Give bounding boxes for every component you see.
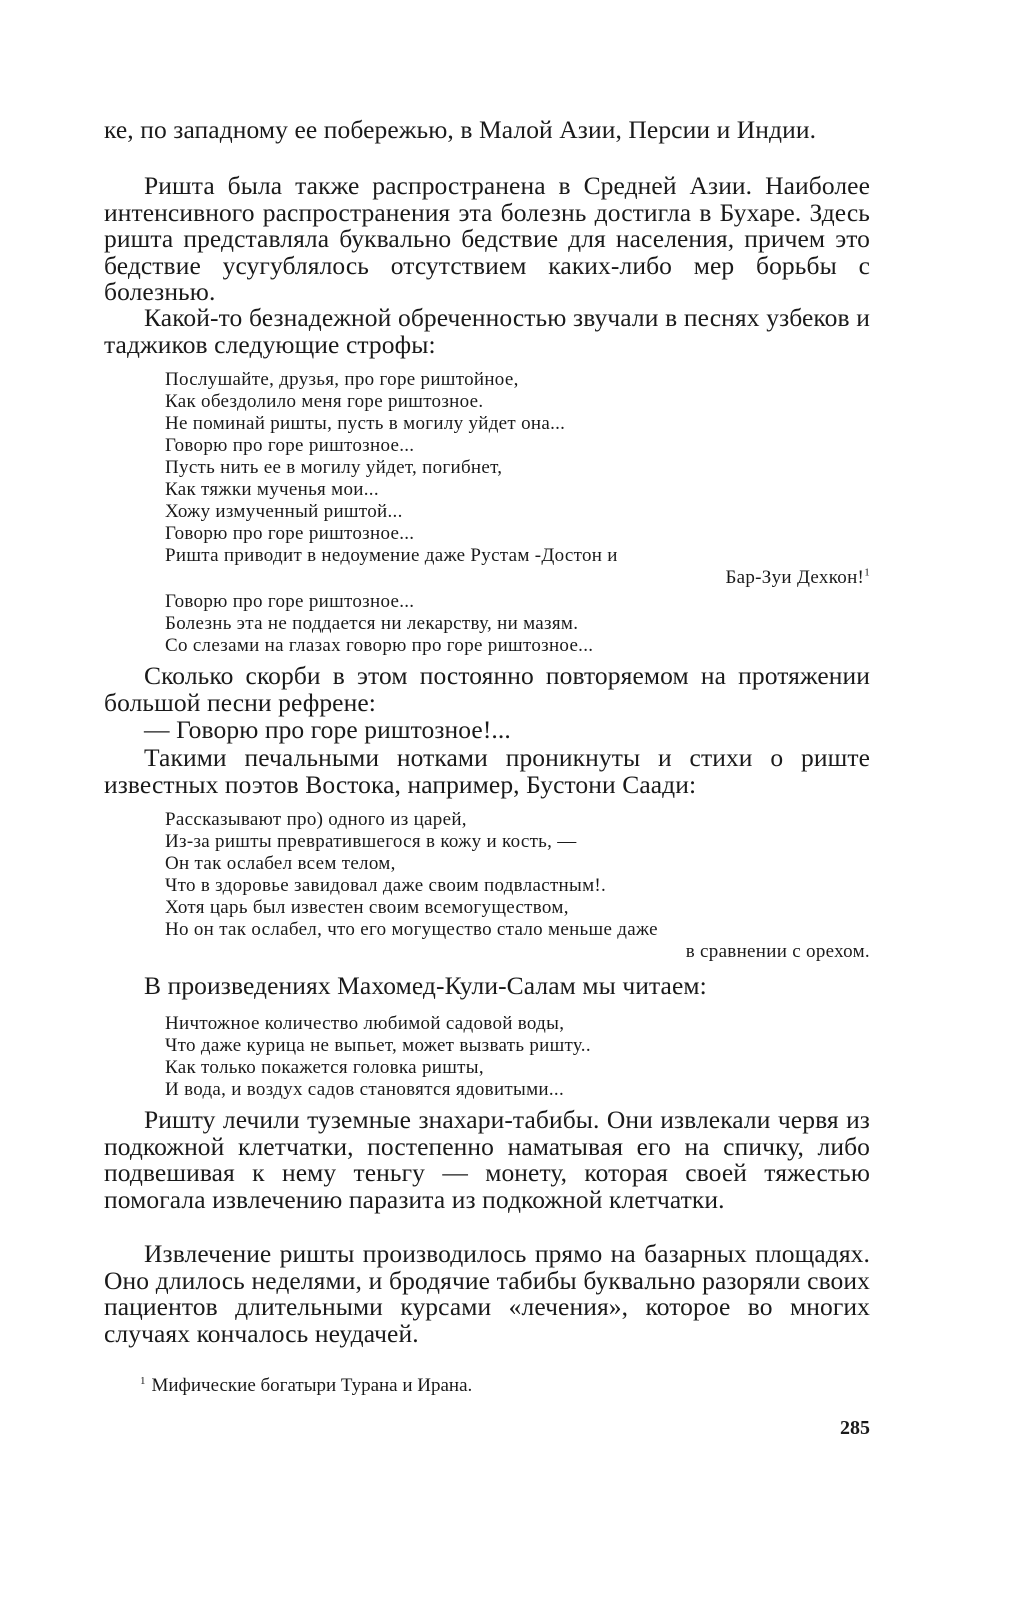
- footnote: [140, 1375, 472, 1397]
- paragraph-treatment: Ришту лечили туземные знахари-табибы. Они извлекали червя из подкожной клетчатки, постепенно наматывая его на спичку, либо подвешивая к нему теньгу — монету, которая своей тяжестью помогала извлечению паразита из подкожной клетчатки.: [104, 1105, 870, 1214]
- verse-makhomed: [165, 1013, 870, 1101]
- verse-line: Рассказывают про) одного из царей,: [165, 809, 467, 830]
- paragraph-continued: ке, по западному ее побережью, в Малой Азии, Персии и Индии.: [104, 115, 817, 144]
- verse-line: Но он так ослабел, что его могущество стало меньше даже: [165, 919, 658, 940]
- verse-line: Хожу измученный риштой...: [165, 501, 403, 522]
- verse-line: Послушайте, друзья, про горе риштойное,: [165, 369, 519, 390]
- verse-line: Как обездолило меня горе риштозное.: [165, 391, 484, 412]
- verse-line: Не поминай ришты, пусть в могилу уйдет она...: [165, 413, 566, 434]
- page-number: 285: [840, 1417, 870, 1439]
- verse-line: Ришта приводит в недоумение даже Рустам -Достон и: [165, 545, 618, 566]
- footnote-reference: 1: [864, 566, 870, 579]
- footnote-text: Мифические богатыри Турана и Ирана.: [151, 1375, 473, 1396]
- verse-line: Что даже курица не выпьет, может вызвать ришту..: [165, 1035, 591, 1056]
- verse-line: Со слезами на глазах говорю про горе риштозное...: [165, 635, 594, 656]
- verse-line: Как только покажется головка ришты,: [165, 1057, 484, 1078]
- verse-line: Пусть нить ее в могилу уйдет, погибнет,: [165, 457, 503, 478]
- verse-line: Из-за ришты превратившегося в кожу и кость, —: [165, 831, 577, 852]
- verse-line: Говорю про горе риштозное...: [165, 591, 415, 612]
- paragraph-refrain: — Говорю про горе риштозное!...: [144, 715, 511, 744]
- paragraph-rishta-central-asia: Ришта была также распространена в Средней Азии. Наиболее интенсивного распространения эта болезнь достигла в Бухаре. Здесь ришта представляла буквально бедствие для населения, причем это бедствие усугублялось отсутствием каких-либо мер борьбы с болезнью.: [104, 171, 870, 306]
- paragraph-refrain-intro: Сколько скорби в этом постоянно повторяемом на протяжении большой песни рефрене:: [104, 661, 870, 717]
- verse-rishta-song-end: [165, 591, 870, 657]
- verse-rishta-song: [165, 369, 870, 589]
- verse-line: Хотя царь был известен своим всемогуществом,: [165, 897, 569, 918]
- paragraph-bazaar-extraction: Извлечение ришты производилось прямо на базарных площадях. Оно длилось неделями, и бродячие табибы буквально разоряли своих пациентов длительными курсами «лечения», которое во многих случаях кончалось неудачей.: [104, 1239, 870, 1348]
- paragraph-makhomed-intro: В произведениях Махомед-Кули-Салам мы читаем:: [144, 971, 707, 1000]
- footnote-mark: 1: [140, 1374, 146, 1387]
- paragraph-saadi-intro: Такими печальными нотками проникнуты и стихи о риште известных поэтов Востока, например, Бустони Саади:: [104, 743, 870, 799]
- verse-line: Говорю про горе риштозное...: [165, 435, 415, 456]
- verse-line: Ничтожное количество любимой садовой воды,: [165, 1013, 565, 1034]
- verse-line: Что в здоровье завидовал даже своим подвластным!.: [165, 875, 607, 896]
- verse-line-continuation: в сравнении с орехом.: [685, 941, 870, 962]
- verse-line: Как тяжки мученья мои...: [165, 479, 379, 500]
- verse-line: И вода, и воздух садов становятся ядовитыми...: [165, 1079, 565, 1100]
- verse-saadi: [165, 809, 870, 963]
- verse-line: Он так ослабел всем телом,: [165, 853, 396, 874]
- verse-line: Говорю про горе риштозное...: [165, 523, 415, 544]
- verse-line: Болезнь эта не поддается ни лекарству, ни мазям.: [165, 613, 579, 634]
- verse-continuation-text: Бар-Зуи Дехкон!: [725, 567, 865, 588]
- paragraph-song-intro: Какой-то безнадежной обреченностью звучали в песнях узбеков и таджиков следующие строфы:: [104, 303, 870, 359]
- verse-line-continuation: [165, 567, 870, 589]
